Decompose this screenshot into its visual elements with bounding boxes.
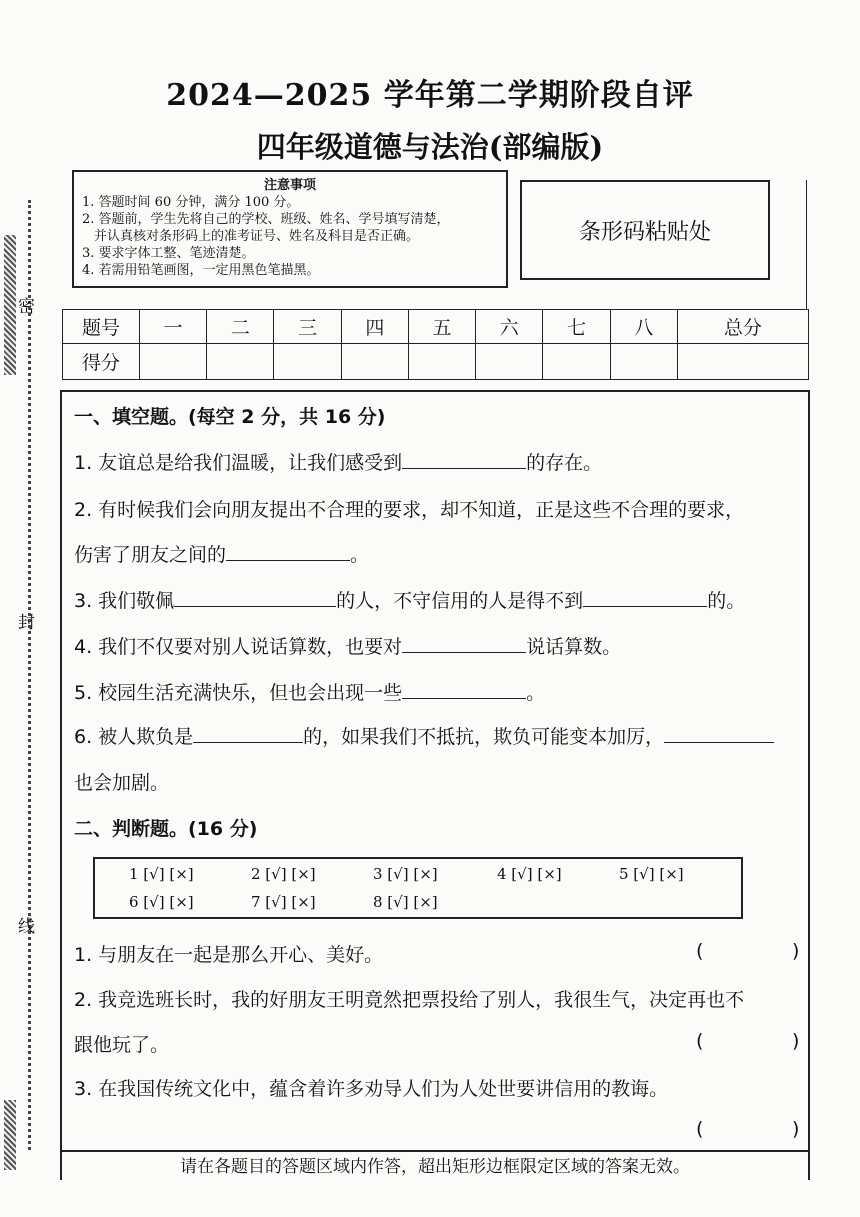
fill-question-4 [74, 632, 621, 659]
score-cell[interactable] [140, 344, 207, 380]
page-title: 2024—2025 学年第二学期阶段自评 [166, 78, 694, 113]
q5-text-b: 。 [526, 682, 546, 704]
notice-item: 3. 要求字体工整、笔迹清楚。 [82, 246, 255, 261]
score-cell[interactable] [610, 344, 677, 380]
judge-2-paren-close: ) [792, 1030, 800, 1052]
answer-option[interactable]: 7 [√] [×] [251, 893, 316, 911]
score-cell[interactable] [543, 344, 610, 380]
score-row-label: 得分 [63, 344, 140, 380]
answer-option[interactable]: 6 [√] [×] [129, 893, 194, 911]
score-cell[interactable] [677, 344, 808, 380]
q2-text-b: 伤害了朋友之间的 [74, 544, 227, 566]
judge-1-paren-close: ) [792, 940, 800, 962]
score-header-cell: 七 [543, 310, 610, 344]
notice-item: 4. 若需用铅笔画图，一定用黑色笔描黑。 [82, 263, 320, 278]
page-subtitle: 四年级道德与法治(部编版) [256, 130, 604, 164]
score-header-cell: 总分 [677, 310, 808, 344]
q1-text-b: 的存在。 [526, 452, 603, 474]
score-header-cell: 一 [140, 310, 207, 344]
answer-card-box [93, 857, 743, 919]
score-header-cell: 六 [476, 310, 543, 344]
fill-question-3 [74, 586, 745, 613]
q6-text-a: 6. 被人欺负是 [74, 726, 194, 748]
side-label-feng: 封 [18, 613, 35, 633]
footer-note: 请在各题目的答题区域内作答，超出矩形边框限定区域的答案无效。 [180, 1157, 690, 1177]
barcode-divider [806, 180, 807, 310]
q1-text-a: 1. 友谊总是给我们温暖，让我们感受到 [74, 452, 403, 474]
answer-option[interactable]: 3 [√] [×] [373, 865, 438, 883]
q4-text-b: 说话算数。 [526, 636, 622, 658]
notice-item: 并认真核对条形码上的准考证号、姓名及科目是否正确。 [94, 229, 420, 244]
q2-text-c: 。 [350, 544, 370, 566]
answer-option[interactable]: 8 [√] [×] [373, 893, 438, 911]
section2-heading: 二、判断题。(16 分) [74, 818, 258, 840]
score-cell[interactable] [408, 344, 475, 380]
barcode-label: 条形码粘贴处 [578, 219, 711, 245]
fill-question-2b [74, 540, 369, 567]
score-table [62, 309, 809, 380]
score-cell[interactable] [341, 344, 408, 380]
barcode-area [520, 180, 770, 280]
binding-hatch-bottom [4, 1100, 16, 1170]
fill-question-2a: 2. 有时候我们会向朋友提出不合理的要求，却不知道，正是这些不合理的要求， [74, 499, 745, 521]
score-header-cell: 八 [610, 310, 677, 344]
judge-3-paren-open: ( [696, 1118, 704, 1140]
score-header-cell: 题号 [63, 310, 140, 344]
answer-option[interactable]: 2 [√] [×] [251, 865, 316, 883]
q6-blank-1[interactable] [193, 724, 303, 743]
score-header-cell: 二 [207, 310, 274, 344]
q5-text-a: 5. 校园生活充满快乐，但也会出现一些 [74, 682, 403, 704]
fill-question-5 [74, 678, 545, 705]
q5-blank[interactable] [402, 680, 526, 699]
q3-blank-2[interactable] [583, 588, 707, 607]
section1-heading: 一、填空题。(每空 2 分，共 16 分) [74, 406, 386, 428]
notice-item: 2. 答题前，学生先将自己的学校、班级、姓名、学号填写清楚， [82, 212, 450, 227]
fill-question-1 [74, 448, 602, 475]
answer-option[interactable]: 5 [√] [×] [619, 865, 684, 883]
binding-dotted-line [28, 200, 31, 1150]
q1-blank[interactable] [402, 450, 526, 469]
side-label-xian: 线 [18, 917, 35, 937]
score-cell[interactable] [476, 344, 543, 380]
judge-1-paren-open: ( [696, 940, 704, 962]
notice-item: 1. 答题时间 60 分钟，满分 100 分。 [82, 195, 300, 210]
score-header-cell: 四 [341, 310, 408, 344]
q3-text-b: 的人，不守信用的人是得不到 [336, 590, 584, 612]
answer-option[interactable]: 1 [√] [×] [129, 865, 194, 883]
score-cell[interactable] [274, 344, 341, 380]
judge-2-paren-open: ( [696, 1030, 704, 1052]
score-header-cell: 五 [408, 310, 475, 344]
judge-3-paren-close: ) [792, 1118, 800, 1140]
score-cell[interactable] [207, 344, 274, 380]
q3-text-c: 的。 [707, 590, 746, 612]
judge-question-1: 1. 与朋友在一起是那么开心、美好。 [74, 944, 384, 966]
side-label-mi: 密 [18, 297, 35, 317]
binding-hatch-top [4, 235, 16, 375]
q3-blank-1[interactable] [174, 588, 336, 607]
judge-question-3: 3. 在我国传统文化中，蕴含着许多劝导人们为人处世要讲信用的教诲。 [74, 1078, 669, 1100]
q4-blank[interactable] [402, 634, 526, 653]
q6-text-b: 的，如果我们不抵抗，欺负可能变本加厉， [303, 726, 665, 748]
fill-question-6a [74, 722, 774, 749]
score-header-cell: 三 [274, 310, 341, 344]
answer-option[interactable]: 4 [√] [×] [497, 865, 562, 883]
notice-title: 注意事项 [263, 178, 316, 193]
notice-box [72, 170, 508, 288]
judge-question-2b: 跟他玩了。 [74, 1034, 170, 1056]
q3-text-a: 3. 我们敬佩 [74, 590, 175, 612]
q6-blank-2[interactable] [664, 724, 774, 743]
fill-question-6b: 也会加剧。 [74, 772, 170, 794]
q4-text-a: 4. 我们不仅要对别人说话算数，也要对 [74, 636, 403, 658]
judge-question-2a: 2. 我竞选班长时，我的好朋友王明竟然把票投给了别人，我很生气，决定再也不 [74, 989, 745, 1011]
q2-blank[interactable] [226, 542, 350, 561]
